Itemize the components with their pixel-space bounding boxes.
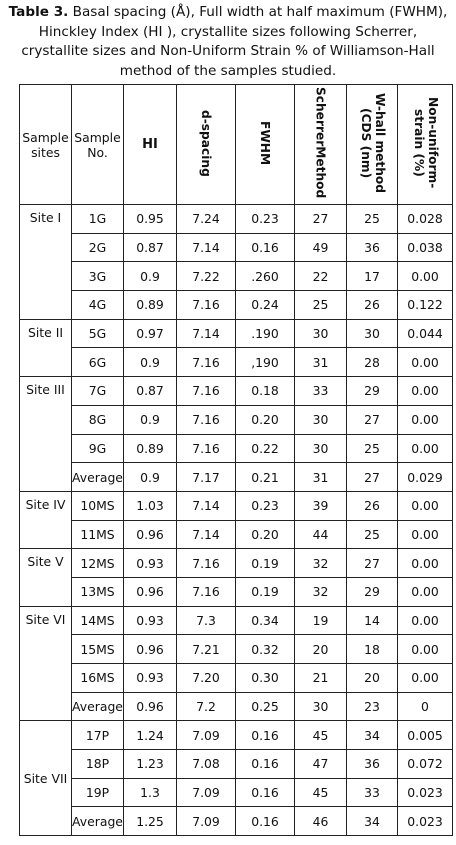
table-row xyxy=(20,491,453,520)
scherrer-cell: 33 xyxy=(295,377,347,406)
sample-no-cell: 19P xyxy=(72,778,124,807)
sample-no-cell: 14MS xyxy=(72,606,124,635)
sample-no-cell: 1G xyxy=(72,205,124,234)
site-cell: Site II xyxy=(20,319,72,376)
hi-cell: 0.9 xyxy=(124,262,177,291)
table-row xyxy=(20,205,453,234)
fwhm-cell: 0.20 xyxy=(236,520,295,549)
data-table xyxy=(19,84,453,836)
d-spacing-cell: 7.16 xyxy=(177,348,236,377)
hi-cell: 0.9 xyxy=(124,405,177,434)
sample-no-cell: 12MS xyxy=(72,549,124,578)
site-cell: Site I xyxy=(20,205,72,320)
scherrer-cell: 45 xyxy=(295,721,347,750)
strain-cell: 0.023 xyxy=(398,807,453,836)
strain-cell: 0.00 xyxy=(398,520,453,549)
fwhm-cell: 0.24 xyxy=(236,291,295,320)
strain-cell: 0.005 xyxy=(398,721,453,750)
whall-cell: 34 xyxy=(347,721,398,750)
site-cell: Site IV xyxy=(20,491,72,548)
scherrer-cell: 30 xyxy=(295,319,347,348)
strain-cell: 0.00 xyxy=(398,606,453,635)
table-row xyxy=(20,319,453,348)
sample-no-cell: 18P xyxy=(72,750,124,779)
sample-no-cell: Average xyxy=(72,807,124,836)
fwhm-cell: 0.19 xyxy=(236,549,295,578)
strain-cell: 0.044 xyxy=(398,319,453,348)
fwhm-cell: 0.25 xyxy=(236,692,295,721)
header-sample-no: Sample No. xyxy=(72,85,124,205)
fwhm-cell: 0.20 xyxy=(236,405,295,434)
hi-cell: 0.87 xyxy=(124,233,177,262)
sample-no-cell: 11MS xyxy=(72,520,124,549)
whall-cell: 25 xyxy=(347,205,398,234)
fwhm-cell: 0.22 xyxy=(236,434,295,463)
whall-cell: 27 xyxy=(347,405,398,434)
strain-cell: 0.00 xyxy=(398,491,453,520)
strain-cell: 0.00 xyxy=(398,377,453,406)
strain-cell: 0.023 xyxy=(398,778,453,807)
sample-no-cell: Average xyxy=(72,463,124,492)
table-row xyxy=(20,405,453,434)
table-row xyxy=(20,721,453,750)
table-row xyxy=(20,262,453,291)
hi-cell: 1.25 xyxy=(124,807,177,836)
scherrer-cell: 49 xyxy=(295,233,347,262)
site-cell: Site III xyxy=(20,377,72,492)
header-scherrer-text: ScherrerMethod xyxy=(313,87,328,199)
table-row xyxy=(20,577,453,606)
strain-cell: 0.00 xyxy=(398,549,453,578)
fwhm-cell: 0.34 xyxy=(236,606,295,635)
d-spacing-cell: 7.3 xyxy=(177,606,236,635)
sample-no-cell: 8G xyxy=(72,405,124,434)
table-row xyxy=(20,807,453,836)
scherrer-cell: 45 xyxy=(295,778,347,807)
whall-cell: 14 xyxy=(347,606,398,635)
hi-cell: 1.24 xyxy=(124,721,177,750)
sample-no-cell: 16MS xyxy=(72,664,124,693)
sample-no-cell: 6G xyxy=(72,348,124,377)
strain-cell: 0.038 xyxy=(398,233,453,262)
fwhm-cell: ,190 xyxy=(236,348,295,377)
scherrer-cell: 44 xyxy=(295,520,347,549)
fwhm-cell: 0.18 xyxy=(236,377,295,406)
table-row xyxy=(20,549,453,578)
hi-cell: 0.96 xyxy=(124,635,177,664)
header-d-spacing xyxy=(177,85,236,205)
header-hi: HI xyxy=(124,85,177,205)
scherrer-cell: 20 xyxy=(295,635,347,664)
hi-cell: 0.93 xyxy=(124,549,177,578)
table-row xyxy=(20,664,453,693)
hi-cell: 0.97 xyxy=(124,319,177,348)
whall-cell: 30 xyxy=(347,319,398,348)
d-spacing-cell: 7.09 xyxy=(177,778,236,807)
table-row xyxy=(20,434,453,463)
d-spacing-cell: 7.14 xyxy=(177,319,236,348)
strain-cell: 0.00 xyxy=(398,664,453,693)
header-d-spacing-text: d-spacing xyxy=(199,109,213,177)
d-spacing-cell: 7.08 xyxy=(177,750,236,779)
d-spacing-cell: 7.20 xyxy=(177,664,236,693)
scherrer-cell: 27 xyxy=(295,205,347,234)
header-whall-text: W-hall method (CDS (nm) xyxy=(359,92,387,194)
d-spacing-cell: 7.2 xyxy=(177,692,236,721)
scherrer-cell: 47 xyxy=(295,750,347,779)
d-spacing-cell: 7.21 xyxy=(177,635,236,664)
strain-cell: 0.00 xyxy=(398,434,453,463)
table-row xyxy=(20,692,453,721)
whall-cell: 28 xyxy=(347,348,398,377)
whall-cell: 17 xyxy=(347,262,398,291)
fwhm-cell: .190 xyxy=(236,319,295,348)
table-label: Table 3. xyxy=(8,4,69,20)
whall-cell: 29 xyxy=(347,577,398,606)
d-spacing-cell: 7.09 xyxy=(177,807,236,836)
sample-no-cell: 2G xyxy=(72,233,124,262)
d-spacing-cell: 7.22 xyxy=(177,262,236,291)
strain-cell: 0.028 xyxy=(398,205,453,234)
header-whall xyxy=(347,85,398,205)
header-strain xyxy=(398,85,453,205)
scherrer-cell: 30 xyxy=(295,434,347,463)
scherrer-cell: 22 xyxy=(295,262,347,291)
scherrer-cell: 31 xyxy=(295,348,347,377)
fwhm-cell: 0.30 xyxy=(236,664,295,693)
hi-cell: 0.93 xyxy=(124,664,177,693)
header-fwhm xyxy=(236,85,295,205)
table-row xyxy=(20,233,453,262)
table-row xyxy=(20,377,453,406)
scherrer-cell: 31 xyxy=(295,463,347,492)
fwhm-cell: 0.23 xyxy=(236,205,295,234)
hi-cell: 1.03 xyxy=(124,491,177,520)
header-fwhm-text: FWHM xyxy=(258,120,272,166)
fwhm-cell: .260 xyxy=(236,262,295,291)
sample-no-cell: Average xyxy=(72,692,124,721)
strain-cell: 0.029 xyxy=(398,463,453,492)
d-spacing-cell: 7.16 xyxy=(177,434,236,463)
whall-cell: 20 xyxy=(347,664,398,693)
table-row xyxy=(20,463,453,492)
scherrer-cell: 19 xyxy=(295,606,347,635)
sample-no-cell: 3G xyxy=(72,262,124,291)
d-spacing-cell: 7.16 xyxy=(177,549,236,578)
d-spacing-cell: 7.24 xyxy=(177,205,236,234)
fwhm-cell: 0.16 xyxy=(236,721,295,750)
fwhm-cell: 0.16 xyxy=(236,750,295,779)
header-scherrer xyxy=(295,85,347,205)
hi-cell: 0.93 xyxy=(124,606,177,635)
fwhm-cell: 0.32 xyxy=(236,635,295,664)
header-sample-sites: Sample sites xyxy=(20,85,72,205)
whall-cell: 25 xyxy=(347,520,398,549)
table-body xyxy=(20,205,453,836)
table-row xyxy=(20,750,453,779)
whall-cell: 29 xyxy=(347,377,398,406)
d-spacing-cell: 7.16 xyxy=(177,377,236,406)
fwhm-cell: 0.16 xyxy=(236,807,295,836)
fwhm-cell: 0.19 xyxy=(236,577,295,606)
table-row xyxy=(20,291,453,320)
sample-no-cell: 15MS xyxy=(72,635,124,664)
d-spacing-cell: 7.14 xyxy=(177,491,236,520)
table-row xyxy=(20,348,453,377)
whall-cell: 23 xyxy=(347,692,398,721)
d-spacing-cell: 7.16 xyxy=(177,291,236,320)
fwhm-cell: 0.23 xyxy=(236,491,295,520)
site-cell: Site VI xyxy=(20,606,72,721)
hi-cell: 0.95 xyxy=(124,205,177,234)
d-spacing-cell: 7.16 xyxy=(177,405,236,434)
hi-cell: 0.89 xyxy=(124,434,177,463)
d-spacing-cell: 7.09 xyxy=(177,721,236,750)
strain-cell: 0.072 xyxy=(398,750,453,779)
fwhm-cell: 0.16 xyxy=(236,778,295,807)
sample-no-cell: 5G xyxy=(72,319,124,348)
strain-cell: 0 xyxy=(398,692,453,721)
whall-cell: 36 xyxy=(347,233,398,262)
whall-cell: 18 xyxy=(347,635,398,664)
sample-no-cell: 13MS xyxy=(72,577,124,606)
scherrer-cell: 32 xyxy=(295,577,347,606)
sample-no-cell: 17P xyxy=(72,721,124,750)
whall-cell: 33 xyxy=(347,778,398,807)
hi-cell: 1.3 xyxy=(124,778,177,807)
hi-cell: 0.96 xyxy=(124,520,177,549)
header-row xyxy=(20,85,453,205)
strain-cell: 0.00 xyxy=(398,577,453,606)
d-spacing-cell: 7.14 xyxy=(177,520,236,549)
table-row xyxy=(20,635,453,664)
scherrer-cell: 32 xyxy=(295,549,347,578)
whall-cell: 27 xyxy=(347,463,398,492)
whall-cell: 34 xyxy=(347,807,398,836)
fwhm-cell: 0.21 xyxy=(236,463,295,492)
hi-cell: 1.23 xyxy=(124,750,177,779)
sample-no-cell: 9G xyxy=(72,434,124,463)
hi-cell: 0.87 xyxy=(124,377,177,406)
sample-no-cell: 10MS xyxy=(72,491,124,520)
d-spacing-cell: 7.14 xyxy=(177,233,236,262)
whall-cell: 26 xyxy=(347,491,398,520)
whall-cell: 36 xyxy=(347,750,398,779)
table-caption xyxy=(8,3,448,81)
sample-no-cell: 4G xyxy=(72,291,124,320)
whall-cell: 25 xyxy=(347,434,398,463)
table-row xyxy=(20,520,453,549)
hi-cell: 0.89 xyxy=(124,291,177,320)
scherrer-cell: 30 xyxy=(295,405,347,434)
whall-cell: 26 xyxy=(347,291,398,320)
scherrer-cell: 46 xyxy=(295,807,347,836)
hi-cell: 0.96 xyxy=(124,577,177,606)
hi-cell: 0.9 xyxy=(124,348,177,377)
strain-cell: 0.00 xyxy=(398,405,453,434)
strain-cell: 0.122 xyxy=(398,291,453,320)
table-row xyxy=(20,778,453,807)
d-spacing-cell: 7.16 xyxy=(177,577,236,606)
header-strain-text: Non-uniform-strain (%) xyxy=(412,97,440,189)
scherrer-cell: 30 xyxy=(295,692,347,721)
sample-no-cell: 7G xyxy=(72,377,124,406)
hi-cell: 0.96 xyxy=(124,692,177,721)
strain-cell: 0.00 xyxy=(398,348,453,377)
site-cell: Site V xyxy=(20,549,72,606)
whall-cell: 27 xyxy=(347,549,398,578)
table-row xyxy=(20,606,453,635)
caption-text: Basal spacing (Å), Full width at half maximum (FWHM), Hinckley Index (HI ), crystallite sizes following Scherrer, crystallite sizes and Non-Uniform Strain % of Williamson-Hall method of the samples studied. xyxy=(21,4,448,79)
scherrer-cell: 21 xyxy=(295,664,347,693)
scherrer-cell: 39 xyxy=(295,491,347,520)
strain-cell: 0.00 xyxy=(398,262,453,291)
site-cell: Site VII xyxy=(20,721,72,836)
strain-cell: 0.00 xyxy=(398,635,453,664)
hi-cell: 0.9 xyxy=(124,463,177,492)
fwhm-cell: 0.16 xyxy=(236,233,295,262)
scherrer-cell: 25 xyxy=(295,291,347,320)
d-spacing-cell: 7.17 xyxy=(177,463,236,492)
